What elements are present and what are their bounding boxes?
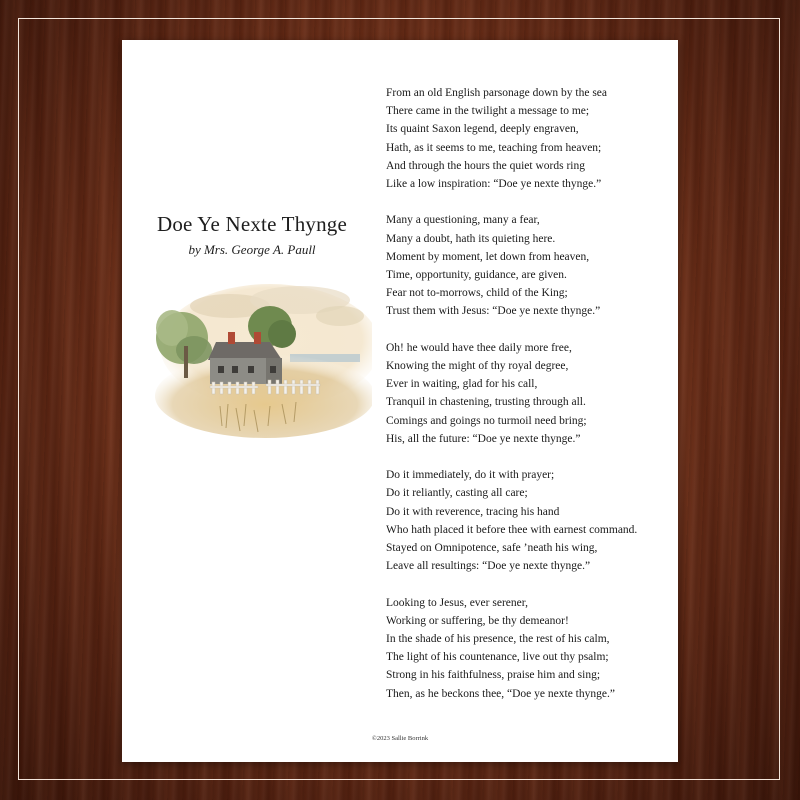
poem-line: Like a low inspiration: “Doe ye nexte thynge.” bbox=[386, 178, 602, 191]
poem-line: Who hath placed it before thee with earnest command. bbox=[386, 523, 638, 536]
poem-line: Looking to Jesus, ever serener, bbox=[386, 596, 528, 609]
poem-line: Trust them with Jesus: “Doe ye nexte thynge.” bbox=[386, 305, 601, 318]
stanza bbox=[386, 211, 671, 320]
poem-line: Then, as he beckons thee, “Doe ye nexte thynge.” bbox=[386, 687, 615, 700]
stanza bbox=[386, 466, 671, 575]
poem-line: Time, opportunity, guidance, are given. bbox=[386, 269, 567, 282]
stanza bbox=[386, 84, 671, 193]
copyright-notice: ©2023 Sallie Borrink bbox=[371, 735, 429, 742]
poem-line: Moment by moment, let down from heaven, bbox=[386, 250, 590, 263]
poem-page bbox=[122, 40, 678, 762]
poem-line: Many a doubt, hath its quieting here. bbox=[386, 232, 556, 245]
poem-byline: by Mrs. George A. Paull bbox=[188, 242, 316, 257]
poem-line: From an old English parsonage down by the sea bbox=[386, 87, 608, 99]
poem-line: His, all the future: “Doe ye nexte thynge.” bbox=[386, 432, 581, 445]
poem-line: Oh! he would have thee daily more free, bbox=[386, 341, 572, 354]
poem-line: The light of his countenance, live out thy psalm; bbox=[386, 651, 609, 664]
cottage-illustration bbox=[150, 276, 372, 438]
poem-line: Hath, as it seems to me, teaching from heaven; bbox=[386, 141, 602, 154]
poem-line: Do it immediately, do it with prayer; bbox=[386, 469, 555, 482]
poem-body bbox=[386, 84, 671, 721]
poem-line: Do it reliantly, casting all care; bbox=[386, 487, 528, 500]
poem-line: Comings and goings no turmoil need bring; bbox=[386, 414, 587, 427]
poem-line: Working or suffering, be thy demeanor! bbox=[386, 614, 569, 627]
poem-line: In the shade of his presence, the rest of his calm, bbox=[386, 633, 610, 646]
stanza bbox=[386, 339, 671, 448]
poem-line: Fear not to-morrows, child of the King; bbox=[386, 287, 568, 300]
poem-line: Its quaint Saxon legend, deeply engraven, bbox=[386, 123, 579, 136]
poem-line: Ever in waiting, glad for his call, bbox=[386, 378, 538, 391]
poem-title: Doe Ye Nexte Thynge bbox=[156, 212, 348, 236]
poem-line: Leave all resultings: “Doe ye nexte thynge.” bbox=[386, 560, 591, 573]
poem-line: There came in the twilight a message to me; bbox=[386, 105, 590, 118]
poem-line: Many a questioning, many a fear, bbox=[386, 214, 540, 227]
poem-line: And through the hours the quiet words ring bbox=[386, 159, 585, 172]
stanza bbox=[386, 594, 671, 703]
poem-line: Stayed on Omnipotence, safe ’neath his wing, bbox=[386, 542, 598, 555]
poem-line: Knowing the might of thy royal degree, bbox=[386, 360, 569, 373]
poem-line: Tranquil in chastening, trusting through all. bbox=[386, 396, 586, 409]
poem-line: Do it with reverence, tracing his hand bbox=[386, 505, 560, 518]
poem-line: Strong in his faithfulness, praise him and sing; bbox=[386, 669, 601, 682]
